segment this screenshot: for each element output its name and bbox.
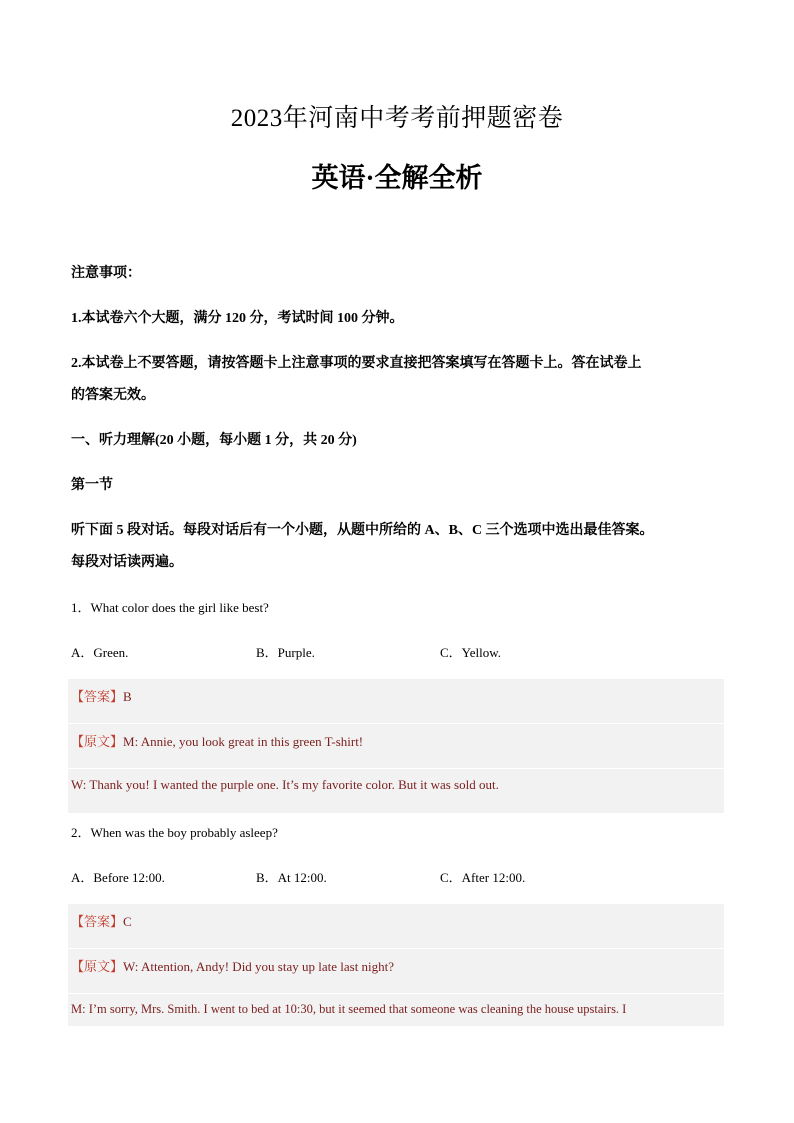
answer-tag: 【答案】 (71, 689, 124, 704)
answer-box-divider (68, 948, 724, 949)
script-row-1 (71, 956, 394, 975)
question-1-option-c: C．Yellow. (440, 645, 502, 660)
script-line: M: Annie, you look great in this green T-shirt! (123, 734, 364, 749)
script-row-2: W: Thank you! I wanted the purple one. It’s my favorite color. But it was sold out. (71, 777, 499, 792)
answer-row-2 (71, 911, 132, 930)
instruction-line-2: 每段对话读两遍。 (71, 555, 183, 570)
script-tag: 【原文】 (71, 959, 124, 974)
script-row-2: M: I’m sorry, Mrs. Smith. I went to bed at 10:30, but it seemed that someone was cleaning the house upstairs. I (71, 1002, 627, 1016)
script-row-1 (71, 731, 363, 750)
answer-box-divider (68, 993, 724, 994)
question-2-option-a: A．Before 12:00. (71, 870, 165, 885)
answer-value: B (123, 689, 132, 704)
answer-value: C (123, 914, 132, 929)
answer-box-1 (68, 679, 724, 813)
notice-item-2-continued: 的答案无效。 (71, 388, 155, 403)
question-2: 2．When was the boy probably asleep? (71, 825, 278, 840)
question-2-option-b: B．At 12:00. (256, 870, 327, 885)
notice-item-2: 2.本试卷上不要答题，请按答题卡上注意事项的要求直接把答案填写在答题卡上。答在试卷上 (71, 356, 642, 371)
answer-box-divider (68, 768, 724, 769)
section-heading: 一、听力理解(20 小题，每小题 1 分，共 20 分) (71, 433, 357, 448)
answer-row-1 (71, 686, 132, 705)
script-line: W: Attention, Andy! Did you stay up late last night? (123, 959, 395, 974)
part-heading: 第一节 (71, 478, 113, 493)
page-subtitle: 英语·全解全析 (311, 163, 483, 193)
answer-tag: 【答案】 (71, 914, 124, 929)
question-2-option-c: C．After 12:00. (440, 870, 526, 885)
instruction-line-1: 听下面 5 段对话。每段对话后有一个小题，从题中所给的 A、B、C 三个选项中选出最佳答案。 (71, 523, 654, 538)
question-1-option-a: A．Green. (71, 645, 129, 660)
question-1-option-b: B．Purple. (256, 645, 315, 660)
answer-box-divider (68, 723, 724, 724)
script-tag: 【原文】 (71, 734, 124, 749)
answer-box-2 (68, 904, 724, 1026)
question-1: 1．What color does the girl like best? (71, 600, 269, 615)
notice-item-1: 1.本试卷六个大题，满分 120 分，考试时间 100 分钟。 (71, 311, 404, 326)
notice-heading: 注意事项： (71, 266, 141, 281)
page-title: 2023年河南中考考前押题密卷 (230, 105, 564, 132)
